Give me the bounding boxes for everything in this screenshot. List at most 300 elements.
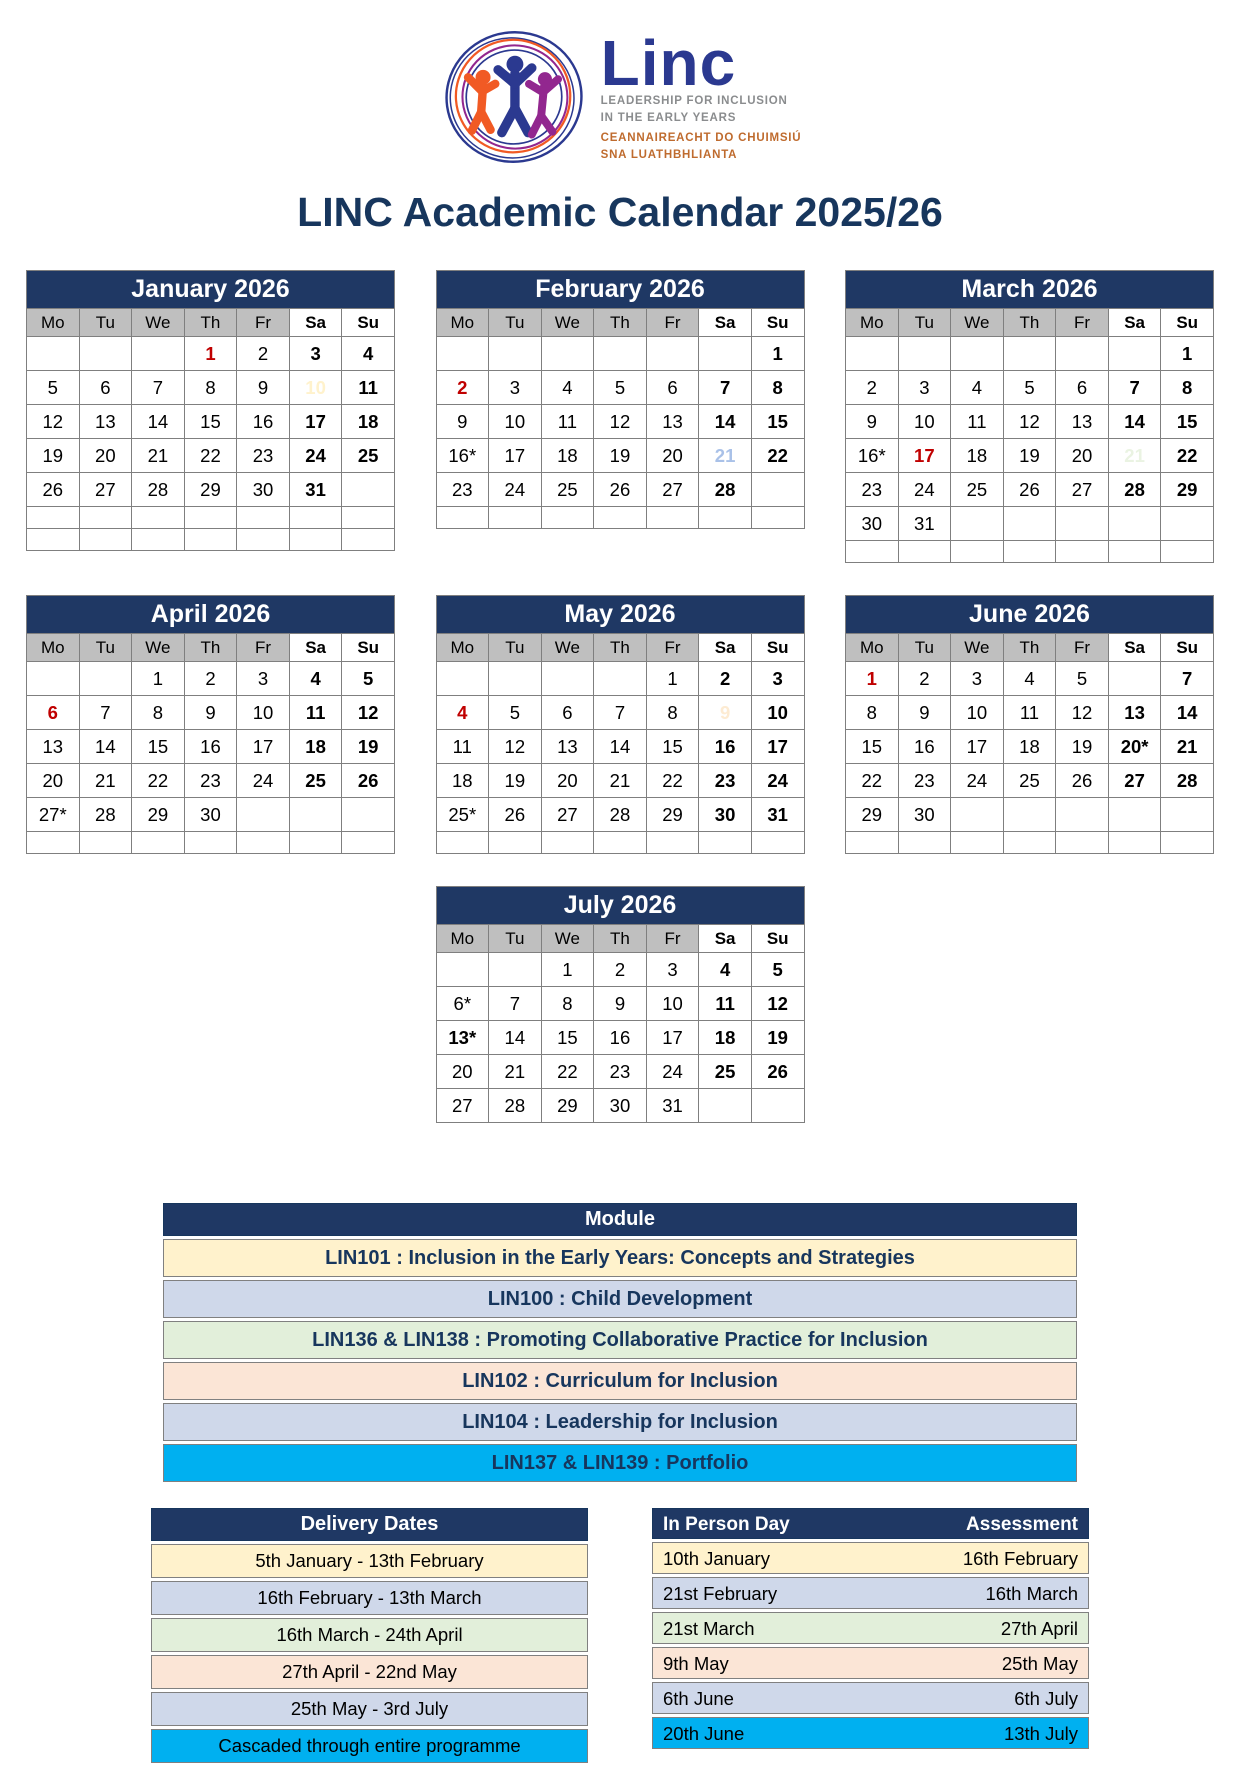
day-cell: 26	[342, 764, 395, 798]
day-cell: 4	[1003, 662, 1056, 696]
day-cell: 22	[1161, 439, 1214, 473]
delivery-dates-row: 16th February - 13th March	[151, 1581, 588, 1615]
empty-cell	[436, 953, 489, 987]
day-cell: 20	[79, 439, 132, 473]
empty-cell	[1108, 541, 1161, 563]
day-cell: 29	[184, 473, 237, 507]
day-cell: 28	[489, 1089, 542, 1123]
empty-cell	[951, 507, 1004, 541]
weekday-header: Sa	[289, 309, 342, 337]
empty-cell	[699, 507, 752, 529]
empty-cell	[699, 1089, 752, 1123]
day-cell: 7	[132, 371, 185, 405]
empty-cell	[237, 507, 290, 529]
month-title: March 2026	[846, 271, 1214, 309]
day-cell: 9	[237, 371, 290, 405]
day-cell: 1	[646, 662, 699, 696]
day-cell: 26	[1003, 473, 1056, 507]
day-cell: 25	[951, 473, 1004, 507]
weekday-header: Fr	[237, 309, 290, 337]
day-cell: 5	[489, 696, 542, 730]
weekday-header: Su	[1161, 309, 1214, 337]
empty-cell	[1056, 507, 1109, 541]
day-cell: 21	[489, 1055, 542, 1089]
empty-cell	[1108, 798, 1161, 832]
day-cell: 18	[436, 764, 489, 798]
linc-logo	[0, 24, 1240, 175]
weekday-header: Sa	[289, 634, 342, 662]
day-cell: 14	[1108, 405, 1161, 439]
assessment-header-label: Assessment	[966, 1514, 1078, 1535]
empty-cell	[79, 529, 132, 551]
day-cell: 20	[1056, 439, 1109, 473]
day-cell: 24	[489, 473, 542, 507]
empty-cell	[1108, 337, 1161, 371]
weekday-header: Fr	[646, 634, 699, 662]
day-cell: 27	[646, 473, 699, 507]
empty-cell	[489, 507, 542, 529]
day-cell: 23	[898, 764, 951, 798]
empty-cell	[342, 473, 395, 507]
inperson-day-value: 6th June	[663, 1688, 734, 1709]
month-title: January 2026	[27, 271, 395, 309]
day-cell: 8	[751, 371, 804, 405]
weekday-header: We	[951, 309, 1004, 337]
day-cell: 1	[751, 337, 804, 371]
day-cell: 10	[237, 696, 290, 730]
day-cell: 16	[898, 730, 951, 764]
empty-cell	[27, 832, 80, 854]
day-cell: 14	[594, 730, 647, 764]
page-title: LINC Academic Calendar 2025/26	[297, 189, 943, 235]
empty-cell	[342, 832, 395, 854]
calendar-row-1	[26, 270, 1214, 563]
day-cell: 8	[541, 987, 594, 1021]
delivery-dates-row: 27th April - 22nd May	[151, 1655, 588, 1689]
delivery-dates-row: 5th January - 13th February	[151, 1544, 588, 1578]
day-cell: 10	[751, 696, 804, 730]
day-cell: 6	[1108, 662, 1161, 696]
inperson-assessment-row	[652, 1542, 1089, 1574]
day-cell: 25*	[436, 798, 489, 832]
day-cell: 15	[751, 405, 804, 439]
day-cell: 30	[846, 507, 899, 541]
inperson-day-value: 21st March	[663, 1618, 755, 1639]
weekday-header: Fr	[1056, 309, 1109, 337]
day-cell: 21	[1161, 730, 1214, 764]
weekday-header: Th	[594, 309, 647, 337]
empty-cell	[594, 662, 647, 696]
weekday-header: Sa	[1108, 309, 1161, 337]
delivery-dates-row: 25th May - 3rd July	[151, 1692, 588, 1726]
day-cell: 19	[27, 439, 80, 473]
empty-cell	[846, 832, 899, 854]
day-cell: 8	[646, 696, 699, 730]
weekday-header: Mo	[436, 925, 489, 953]
empty-cell	[27, 662, 80, 696]
empty-cell	[594, 337, 647, 371]
logo-tagline-en-1: LEADERSHIP FOR INCLUSION	[600, 94, 788, 107]
empty-cell	[1161, 832, 1214, 854]
day-cell: 3	[951, 662, 1004, 696]
day-cell: 24	[237, 764, 290, 798]
weekday-header: Su	[751, 925, 804, 953]
day-cell: 9	[898, 696, 951, 730]
empty-cell	[1003, 798, 1056, 832]
day-cell: 21	[1108, 439, 1161, 473]
day-cell: 9	[184, 696, 237, 730]
day-cell: 3	[289, 337, 342, 371]
assessment-value: 16th February	[962, 1548, 1078, 1569]
day-cell: 7	[699, 371, 752, 405]
day-cell: 3	[646, 953, 699, 987]
assessment-value: 16th March	[985, 1583, 1078, 1604]
day-cell: 16	[594, 1021, 647, 1055]
logo-tagline-en-2: IN THE EARLY YEARS	[600, 111, 737, 124]
day-cell: 13*	[436, 1021, 489, 1055]
empty-cell	[132, 832, 185, 854]
weekday-header: Tu	[898, 634, 951, 662]
day-cell: 20	[27, 764, 80, 798]
day-cell: 5	[1056, 662, 1109, 696]
empty-cell	[594, 832, 647, 854]
day-cell: 13	[541, 730, 594, 764]
weekday-header: Tu	[79, 634, 132, 662]
day-cell: 20	[541, 764, 594, 798]
empty-cell	[541, 507, 594, 529]
day-cell: 17	[489, 439, 542, 473]
empty-cell	[289, 529, 342, 551]
empty-cell	[646, 337, 699, 371]
day-cell: 23	[237, 439, 290, 473]
month-title: June 2026	[846, 596, 1214, 634]
day-cell: 22	[184, 439, 237, 473]
day-cell: 26	[489, 798, 542, 832]
calendar-row-3	[26, 886, 1214, 1123]
empty-cell	[289, 832, 342, 854]
module-table	[163, 1203, 1077, 1482]
empty-cell	[79, 507, 132, 529]
weekday-header: We	[541, 309, 594, 337]
weekday-header: Su	[751, 634, 804, 662]
weekday-header: Th	[1003, 634, 1056, 662]
day-cell: 17	[646, 1021, 699, 1055]
day-cell: 15	[646, 730, 699, 764]
day-cell: 28	[132, 473, 185, 507]
day-cell: 6	[541, 696, 594, 730]
weekday-header: We	[132, 309, 185, 337]
day-cell: 24	[646, 1055, 699, 1089]
weekday-header: Tu	[489, 634, 542, 662]
empty-cell	[1003, 832, 1056, 854]
linc-logo-icon	[439, 24, 589, 175]
day-cell: 2	[237, 337, 290, 371]
empty-cell	[1056, 541, 1109, 563]
module-table-header: Module	[163, 1203, 1077, 1236]
day-cell: 13	[1056, 405, 1109, 439]
day-cell: 18	[951, 439, 1004, 473]
day-cell: 17	[898, 439, 951, 473]
empty-cell	[751, 832, 804, 854]
day-cell: 27	[1108, 764, 1161, 798]
empty-cell	[1056, 798, 1109, 832]
day-cell: 27	[541, 798, 594, 832]
day-cell: 6	[646, 371, 699, 405]
day-cell: 24	[898, 473, 951, 507]
delivery-dates-row: Cascaded through entire programme	[151, 1729, 588, 1763]
assessment-value: 13th July	[1003, 1723, 1078, 1744]
empty-cell	[289, 507, 342, 529]
day-cell: 3	[898, 371, 951, 405]
empty-cell	[436, 662, 489, 696]
weekday-header: Sa	[699, 925, 752, 953]
empty-cell	[951, 798, 1004, 832]
weekday-header: Mo	[436, 309, 489, 337]
day-cell: 14	[79, 730, 132, 764]
empty-cell	[237, 798, 290, 832]
weekday-header: Su	[751, 309, 804, 337]
day-cell: 2	[184, 662, 237, 696]
day-cell: 7	[489, 987, 542, 1021]
day-cell: 5	[1003, 371, 1056, 405]
empty-cell	[1161, 507, 1214, 541]
day-cell: 22	[541, 1055, 594, 1089]
day-cell: 28	[594, 798, 647, 832]
day-cell: 19	[594, 439, 647, 473]
inperson-day-value: 21st February	[663, 1583, 778, 1604]
day-cell: 11	[342, 371, 395, 405]
empty-cell	[184, 529, 237, 551]
empty-cell	[132, 337, 185, 371]
weekday-header: Th	[594, 634, 647, 662]
weekday-header: Sa	[699, 309, 752, 337]
empty-cell	[1003, 507, 1056, 541]
empty-cell	[1161, 541, 1214, 563]
day-cell: 29	[541, 1089, 594, 1123]
day-cell: 18	[342, 405, 395, 439]
day-cell: 31	[751, 798, 804, 832]
empty-cell	[184, 832, 237, 854]
month-calendar	[436, 886, 805, 1123]
day-cell: 1	[541, 953, 594, 987]
empty-cell	[132, 507, 185, 529]
module-row: LIN101 : Inclusion in the Early Years: Concepts and Strategies	[163, 1239, 1077, 1277]
day-cell: 29	[646, 798, 699, 832]
empty-cell	[1003, 337, 1056, 371]
weekday-header: Tu	[489, 309, 542, 337]
month-calendar	[26, 270, 395, 551]
day-cell: 25	[289, 764, 342, 798]
empty-cell	[1108, 832, 1161, 854]
weekday-header: Th	[594, 925, 647, 953]
day-cell: 19	[751, 1021, 804, 1055]
inperson-header-label: In Person Day	[663, 1514, 790, 1535]
day-cell: 18	[541, 439, 594, 473]
day-cell: 6	[1056, 371, 1109, 405]
day-cell: 23	[594, 1055, 647, 1089]
day-cell: 10	[489, 405, 542, 439]
day-cell: 13	[646, 405, 699, 439]
day-cell: 12	[1003, 405, 1056, 439]
day-cell: 11	[541, 405, 594, 439]
day-cell: 2	[699, 662, 752, 696]
day-cell: 4	[342, 337, 395, 371]
day-cell: 7	[79, 696, 132, 730]
day-cell: 16*	[436, 439, 489, 473]
empty-cell	[1056, 832, 1109, 854]
day-cell: 9	[436, 405, 489, 439]
empty-cell	[27, 507, 80, 529]
weekday-header: We	[541, 925, 594, 953]
weekday-header: Th	[1003, 309, 1056, 337]
day-cell: 31	[289, 473, 342, 507]
empty-cell	[751, 1089, 804, 1123]
day-cell: 1	[846, 662, 899, 696]
weekday-header: Mo	[846, 634, 899, 662]
empty-cell	[646, 832, 699, 854]
inperson-assessment-table	[652, 1508, 1089, 1763]
weekday-header: Tu	[898, 309, 951, 337]
weekday-header: Fr	[646, 925, 699, 953]
empty-cell	[541, 832, 594, 854]
day-cell: 18	[289, 730, 342, 764]
day-cell: 6	[27, 696, 80, 730]
day-cell: 26	[27, 473, 80, 507]
inperson-day-value: 9th May	[663, 1653, 729, 1674]
weekday-header: Tu	[79, 309, 132, 337]
day-cell: 12	[594, 405, 647, 439]
month-title: February 2026	[436, 271, 804, 309]
day-cell: 11	[289, 696, 342, 730]
month-calendar	[845, 270, 1214, 563]
weekday-header: Fr	[237, 634, 290, 662]
day-cell: 15	[184, 405, 237, 439]
weekday-header: We	[951, 634, 1004, 662]
weekday-header: Mo	[436, 634, 489, 662]
empty-cell	[541, 337, 594, 371]
day-cell: 27	[1056, 473, 1109, 507]
day-cell: 16*	[846, 439, 899, 473]
weekday-header: Sa	[699, 634, 752, 662]
day-cell: 9	[699, 696, 752, 730]
day-cell: 15	[846, 730, 899, 764]
day-cell: 11	[699, 987, 752, 1021]
weekday-header: Tu	[489, 925, 542, 953]
empty-cell	[699, 337, 752, 371]
inperson-assessment-header	[652, 1508, 1089, 1539]
day-cell: 26	[594, 473, 647, 507]
day-cell: 6*	[436, 987, 489, 1021]
day-cell: 24	[951, 764, 1004, 798]
day-cell: 11	[951, 405, 1004, 439]
day-cell: 9	[846, 405, 899, 439]
day-cell: 3	[237, 662, 290, 696]
day-cell: 28	[1161, 764, 1214, 798]
day-cell: 14	[699, 405, 752, 439]
empty-cell	[489, 953, 542, 987]
empty-cell	[1003, 541, 1056, 563]
day-cell: 4	[541, 371, 594, 405]
day-cell: 1	[184, 337, 237, 371]
inperson-assessment-row	[652, 1577, 1089, 1609]
day-cell: 23	[436, 473, 489, 507]
day-cell: 24	[289, 439, 342, 473]
day-cell: 5	[751, 953, 804, 987]
day-cell: 9	[594, 987, 647, 1021]
day-cell: 8	[184, 371, 237, 405]
inperson-assessment-row	[652, 1717, 1089, 1749]
day-cell: 15	[1161, 405, 1214, 439]
day-cell: 20	[646, 439, 699, 473]
inperson-assessment-row	[652, 1682, 1089, 1714]
module-row: LIN137 & LIN139 : Portfolio	[163, 1444, 1077, 1482]
inperson-day-value: 20th June	[663, 1723, 745, 1744]
day-cell: 21	[79, 764, 132, 798]
day-cell: 2	[436, 371, 489, 405]
weekday-header: Su	[1161, 634, 1214, 662]
empty-cell	[751, 507, 804, 529]
empty-cell	[237, 832, 290, 854]
assessment-value: 25th May	[1001, 1653, 1078, 1674]
day-cell: 22	[751, 439, 804, 473]
empty-cell	[79, 832, 132, 854]
day-cell: 21	[594, 764, 647, 798]
empty-cell	[489, 337, 542, 371]
day-cell: 29	[1161, 473, 1214, 507]
delivery-dates-table	[151, 1508, 588, 1763]
day-cell: 4	[436, 696, 489, 730]
empty-cell	[342, 507, 395, 529]
empty-cell	[1161, 798, 1214, 832]
day-cell: 7	[594, 696, 647, 730]
empty-cell	[489, 832, 542, 854]
day-cell: 17	[289, 405, 342, 439]
empty-cell	[898, 832, 951, 854]
day-cell: 25	[342, 439, 395, 473]
day-cell: 21	[132, 439, 185, 473]
day-cell: 17	[751, 730, 804, 764]
day-cell: 17	[237, 730, 290, 764]
day-cell: 12	[489, 730, 542, 764]
day-cell: 19	[1056, 730, 1109, 764]
weekday-header: Fr	[1056, 634, 1109, 662]
month-calendar	[26, 595, 395, 854]
month-title: May 2026	[436, 596, 804, 634]
day-cell: 20*	[1108, 730, 1161, 764]
day-cell: 15	[132, 730, 185, 764]
calendar-area	[26, 270, 1214, 1123]
day-cell: 1	[132, 662, 185, 696]
empty-cell	[898, 337, 951, 371]
day-cell: 30	[237, 473, 290, 507]
day-cell: 8	[132, 696, 185, 730]
module-row: LIN100 : Child Development	[163, 1280, 1077, 1318]
day-cell: 22	[132, 764, 185, 798]
day-cell: 13	[79, 405, 132, 439]
day-cell: 16	[237, 405, 290, 439]
empty-cell	[898, 541, 951, 563]
empty-cell	[79, 662, 132, 696]
day-cell: 19	[1003, 439, 1056, 473]
day-cell: 8	[846, 696, 899, 730]
day-cell: 12	[1056, 696, 1109, 730]
empty-cell	[646, 507, 699, 529]
day-cell: 30	[594, 1089, 647, 1123]
inperson-day-value: 10th January	[663, 1548, 770, 1569]
empty-cell	[342, 529, 395, 551]
day-cell: 3	[489, 371, 542, 405]
day-cell: 30	[898, 798, 951, 832]
